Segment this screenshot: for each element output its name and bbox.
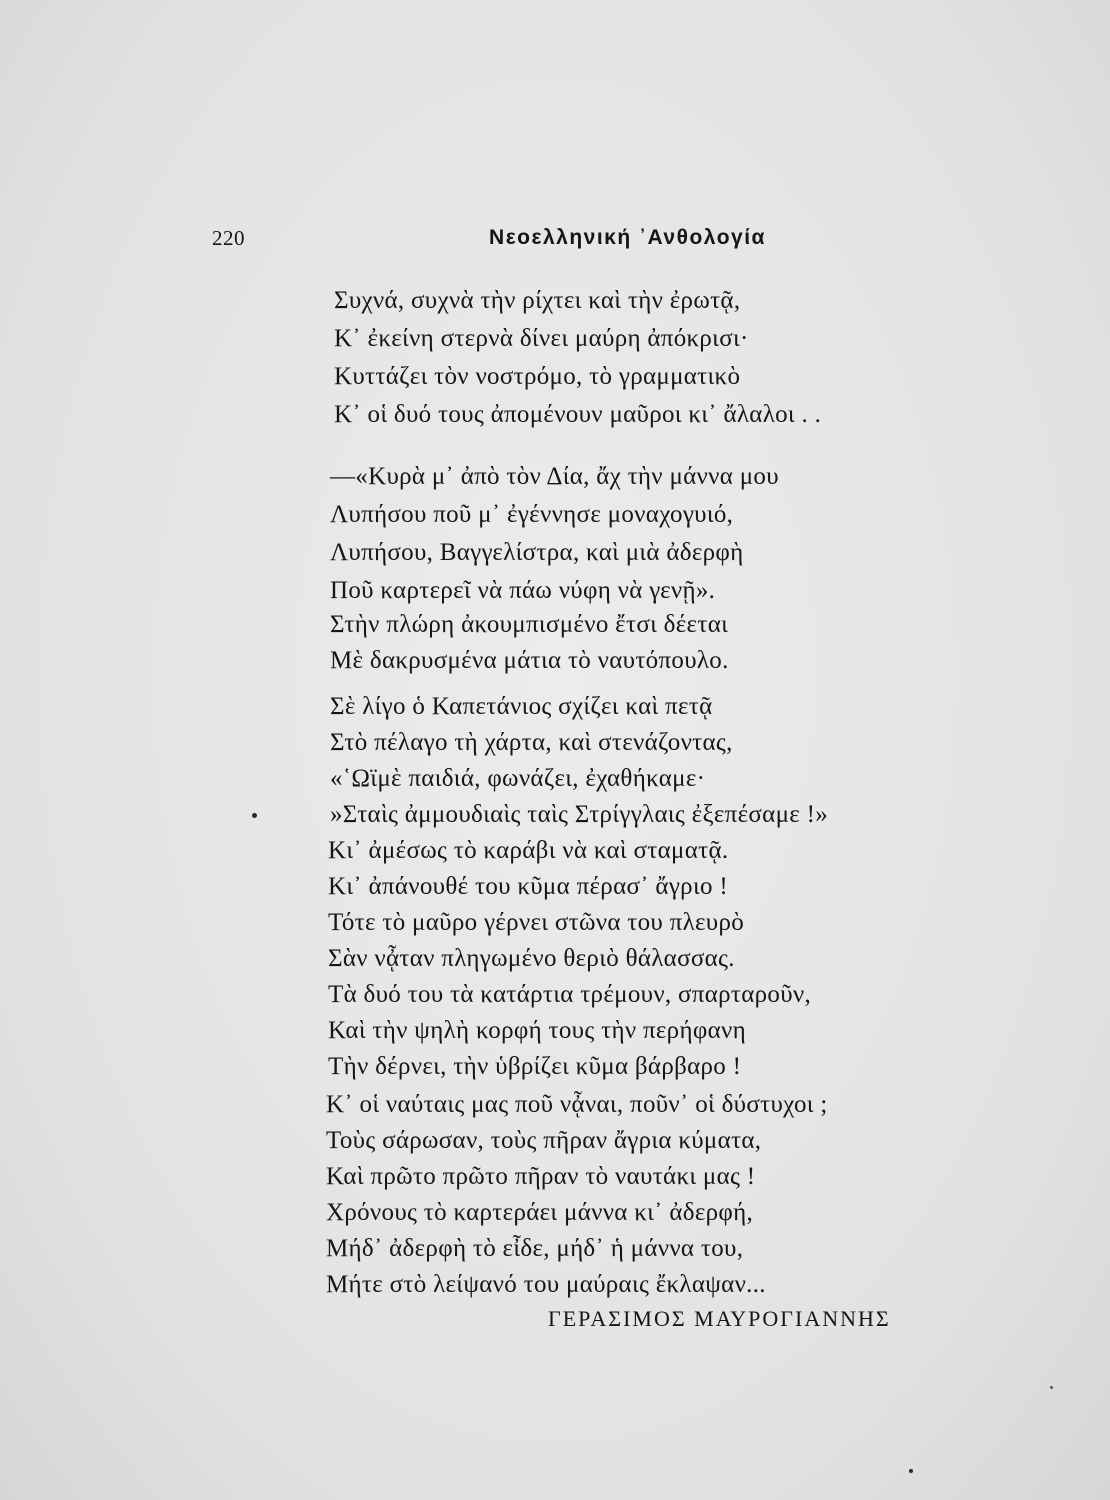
poem-line: Τότε τὸ μαῦρο γέρνει στῶνα του πλευρὸ: [328, 909, 745, 936]
scan-speck: [252, 813, 257, 818]
page-number: 220: [212, 226, 245, 250]
poem-line: Κυττάζει τὸν νοστρόμο, τὸ γραμματικὸ: [334, 363, 741, 390]
poem-line: Ποῦ καρτερεῖ νὰ πάω νύφη νὰ γενῇ».: [330, 577, 716, 604]
poem-line: »Σταὶς ἀμμουδιαὶς ταὶς Στρίγγλαις ἐξεπέσαμε !»: [330, 801, 829, 828]
poem-line: Στὴν πλώρη ἀκουμπισμένο ἔτσι δέεται: [330, 611, 729, 638]
poem-line: Κ᾿ ἐκείνη στερνὰ δίνει μαύρη ἀπόκρισι·: [334, 325, 749, 352]
poem-author: ΓΕΡΑΣΙΜΟΣ ΜΑΥΡΟΓΙΑΝΝΗΣ: [548, 1306, 891, 1331]
poem-line: Τοὺς σάρωσαν, τοὺς πῆραν ἄγρια κύματα,: [326, 1127, 762, 1154]
poem-line: Καὶ τὴν ψηλὴ κορφή τους τὴν περήφανη: [328, 1017, 746, 1044]
poem-line: Χρόνους τὸ καρτεράει μάννα κι᾿ ἀδερφή,: [326, 1199, 754, 1226]
poem-line: Σὰν νᾆταν πληγωμένο θεριὸ θάλασσας.: [328, 945, 735, 972]
poem-line: Κ᾿ οἱ ναύταις μας ποῦ νᾆναι, ποῦν᾿ οἱ δύστυχοι ;: [326, 1091, 828, 1118]
scan-speck: [1050, 1386, 1053, 1389]
poem-line: Στὸ πέλαγο τὴ χάρτα, καὶ στενάζοντας,: [330, 729, 733, 756]
poem-line: —«Κυρὰ μ᾿ ἀπὸ τὸν Δία, ἄχ τὴν μάννα μου: [330, 463, 779, 490]
poem-line: Καὶ πρῶτο πρῶτο πῆραν τὸ ναυτάκι μας !: [326, 1163, 756, 1190]
running-head-title: Νεοελληνική ᾿Ανθολογία: [489, 226, 766, 249]
poem-line: Μήτε στὸ λείψανό του μαύραις ἔκλαψαν...: [326, 1271, 766, 1298]
poem-line: Κι᾿ ἀπάνουθέ του κῦμα πέρασ᾿ ἄγριο !: [328, 873, 728, 900]
poem-line: Τὴν δέρνει, τὴν ὑβρίζει κῦμα βάρβαρο !: [328, 1053, 742, 1080]
poem-line: «῾Ωϊμὲ παιδιά, φωνάζει, ἐχαθήκαμε·: [330, 765, 706, 792]
poem-line: Λυπήσου, Βαγγελίστρα, καὶ μιὰ ἀδερφὴ: [330, 539, 744, 566]
poem-line: Κ᾿ οἱ δυό τους ἀπομένουν μαῦροι κι᾿ ἄλαλοι . .: [334, 401, 822, 428]
scan-speck: [909, 1469, 913, 1473]
poem-line: Σὲ λίγο ὁ Καπετάνιος σχίζει καὶ πετᾷ: [330, 693, 713, 720]
poem-line: Μὲ δακρυσμένα μάτια τὸ ναυτόπουλο.: [330, 647, 729, 674]
poem-line: Συχνά, συχνὰ τὴν ρίχτει καὶ τὴν ἐρωτᾷ,: [334, 287, 741, 314]
poem-line: Τὰ δυό του τὰ κατάρτια τρέμουν, σπαρταροῦν,: [328, 981, 812, 1008]
poem-line: Λυπήσου ποῦ μ᾿ ἐγέννησε μοναχογυιό,: [330, 501, 734, 528]
poem-line: Κι᾿ ἀμέσως τὸ καράβι νὰ καὶ σταματᾷ.: [328, 837, 729, 864]
poem-line: Μήδ᾿ ἀδερφὴ τὸ εἶδε, μήδ᾿ ἡ μάννα του,: [326, 1235, 744, 1262]
